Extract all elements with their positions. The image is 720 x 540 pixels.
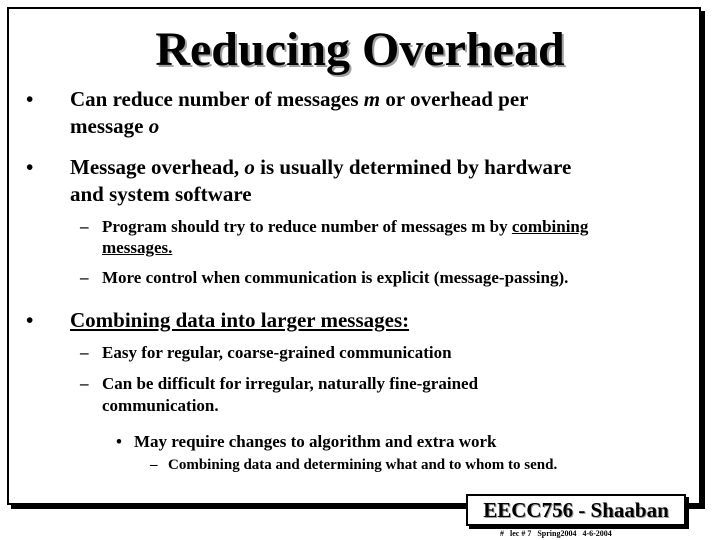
subitem-3-2-line-2: communication. (102, 396, 219, 415)
bullet-1 (26, 86, 684, 140)
bullet-3 (26, 307, 684, 334)
bullet-2-line-1: Message overhead, o is usually determined by hardware (70, 155, 572, 179)
dash-marker: – (80, 343, 89, 362)
dash-marker: – (80, 217, 89, 236)
dash-marker: – (150, 457, 158, 473)
subitem-2-1-line-1: Program should try to reduce number of messages m by combining (102, 217, 589, 236)
subsub-item: • May require changes to algorithm and extra work (116, 432, 497, 451)
subitem-2-2: – More control when communication is explicit (message-passing). (80, 268, 569, 287)
bullet-marker: • (116, 432, 122, 451)
bullet-1-line-1: Can reduce number of messages m or overhead per (70, 87, 529, 111)
variable-o: o (148, 114, 160, 138)
subitem-3-2-line-1: Can be difficult for irregular, naturally fine-grained (102, 374, 479, 393)
course-footer: EECC756 - Shaaban (466, 494, 686, 526)
subitem-3-1: – Easy for regular, coarse-grained communication (80, 343, 452, 362)
lecture-footnote: # lec # 7 Spring2004 4-6-2004 (500, 529, 612, 538)
bullet-2 (26, 154, 684, 208)
subitem-3-2 (80, 373, 690, 417)
dash-marker: – (80, 268, 89, 287)
variable-o: o (244, 155, 255, 179)
subitem-2-1 (80, 216, 690, 258)
bullet-marker: • (26, 308, 34, 332)
bullet-marker: • (26, 155, 34, 179)
bullet-3-text: Combining data into larger messages: (70, 308, 410, 332)
bullet-marker: • (26, 87, 34, 111)
bullet-1-line-2: message o (70, 114, 160, 138)
bullet-2-line-2: and system software (70, 182, 252, 206)
subsubsub-item: – Combining data and determining what and to whom to send. (150, 457, 558, 473)
slide-title: Reducing Overhead (155, 23, 565, 76)
variable-m: m (363, 87, 381, 111)
subitem-2-1-line-2: messages. (102, 238, 173, 257)
dash-marker: – (80, 374, 89, 393)
